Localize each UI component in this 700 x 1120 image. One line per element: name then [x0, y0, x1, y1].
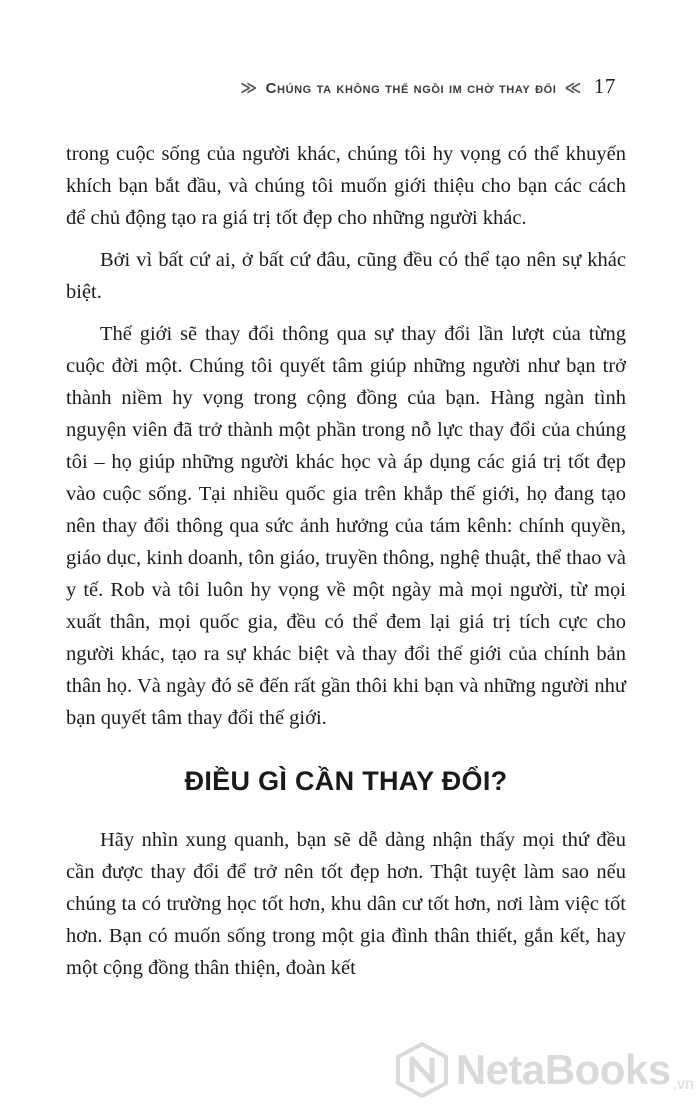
page-number: 17	[593, 74, 616, 98]
header-right-marker: ≪	[564, 80, 582, 97]
paragraph: Bởi vì bất cứ ai, ở bất cứ đâu, cũng đều có thể tạo nên sự khác biệt.	[66, 249, 626, 303]
section-heading: ĐIỀU GÌ CẦN THAY ĐỔI?	[184, 766, 508, 796]
paragraph: Thế giới sẽ thay đổi thông qua sự thay đổi lần lượt của từng cuộc đời một. Chúng tôi quyết tâm giúp những người như bạn trở thành niềm hy vọng trong cộng đồng của bạn. Hàng ngàn tình nguyện viên đã trở thành một phần trong nỗ lực thay đổi của chúng tôi – họ giúp những người khác học và áp dụng các giá trị tốt đẹp vào cuộc sống. Tại nhiều quốc gia trên khắp thế giới, họ đang tạo nên thay đổi thông qua sức ảnh hưởng của tám kênh: chính quyền, giáo dục, kinh doanh, tôn giáo, truyền thông, nghệ thuật, thể thao và y tế. Rob và tôi luôn hy vọng về một ngày mà mọi người, từ mọi xuất thân, mọi quốc gia, đều có thể đem lại giá trị tích cực cho người khác, tạo ra sự khác biệt và thay đổi thế giới của chính bản thân họ. Và ngày đó sẽ đến rất gần thôi khi bạn và những người như bạn quyết tâm thay đổi thế giới.	[66, 323, 626, 729]
watermark-suffix: .vn	[672, 1076, 694, 1093]
header-left-marker: ≫	[240, 80, 258, 97]
netabooks-logo-icon	[396, 1042, 448, 1098]
paragraph: Hãy nhìn xung quanh, bạn sẽ dễ dàng nhận thấy mọi thứ đều cần được thay đổi để trở nên tốt đẹp hơn. Thật tuyệt làm sao nếu chúng ta có trường học tốt hơn, khu dân cư tốt hơn, nơi làm việc tốt hơn. Bạn có muốn sống trong một gia đình thân thiết, gắn kết, hay một cộng đồng thân thiện, đoàn kết	[66, 829, 626, 979]
page-body	[66, 138, 626, 994]
running-header	[100, 74, 616, 99]
paragraph-continued: trong cuộc sống của người khác, chúng tôi hy vọng có thể khuyến khích bạn bắt đầu, và chúng tôi muốn giới thiệu cho bạn các cách để chủ động tạo ra giá trị tốt đẹp cho những người khác.	[66, 143, 626, 229]
watermark	[396, 1042, 694, 1098]
chapter-title: Chúng ta không thể ngồi im chờ thay đổi	[265, 80, 557, 97]
watermark-text: NetaBooks	[455, 1046, 671, 1093]
